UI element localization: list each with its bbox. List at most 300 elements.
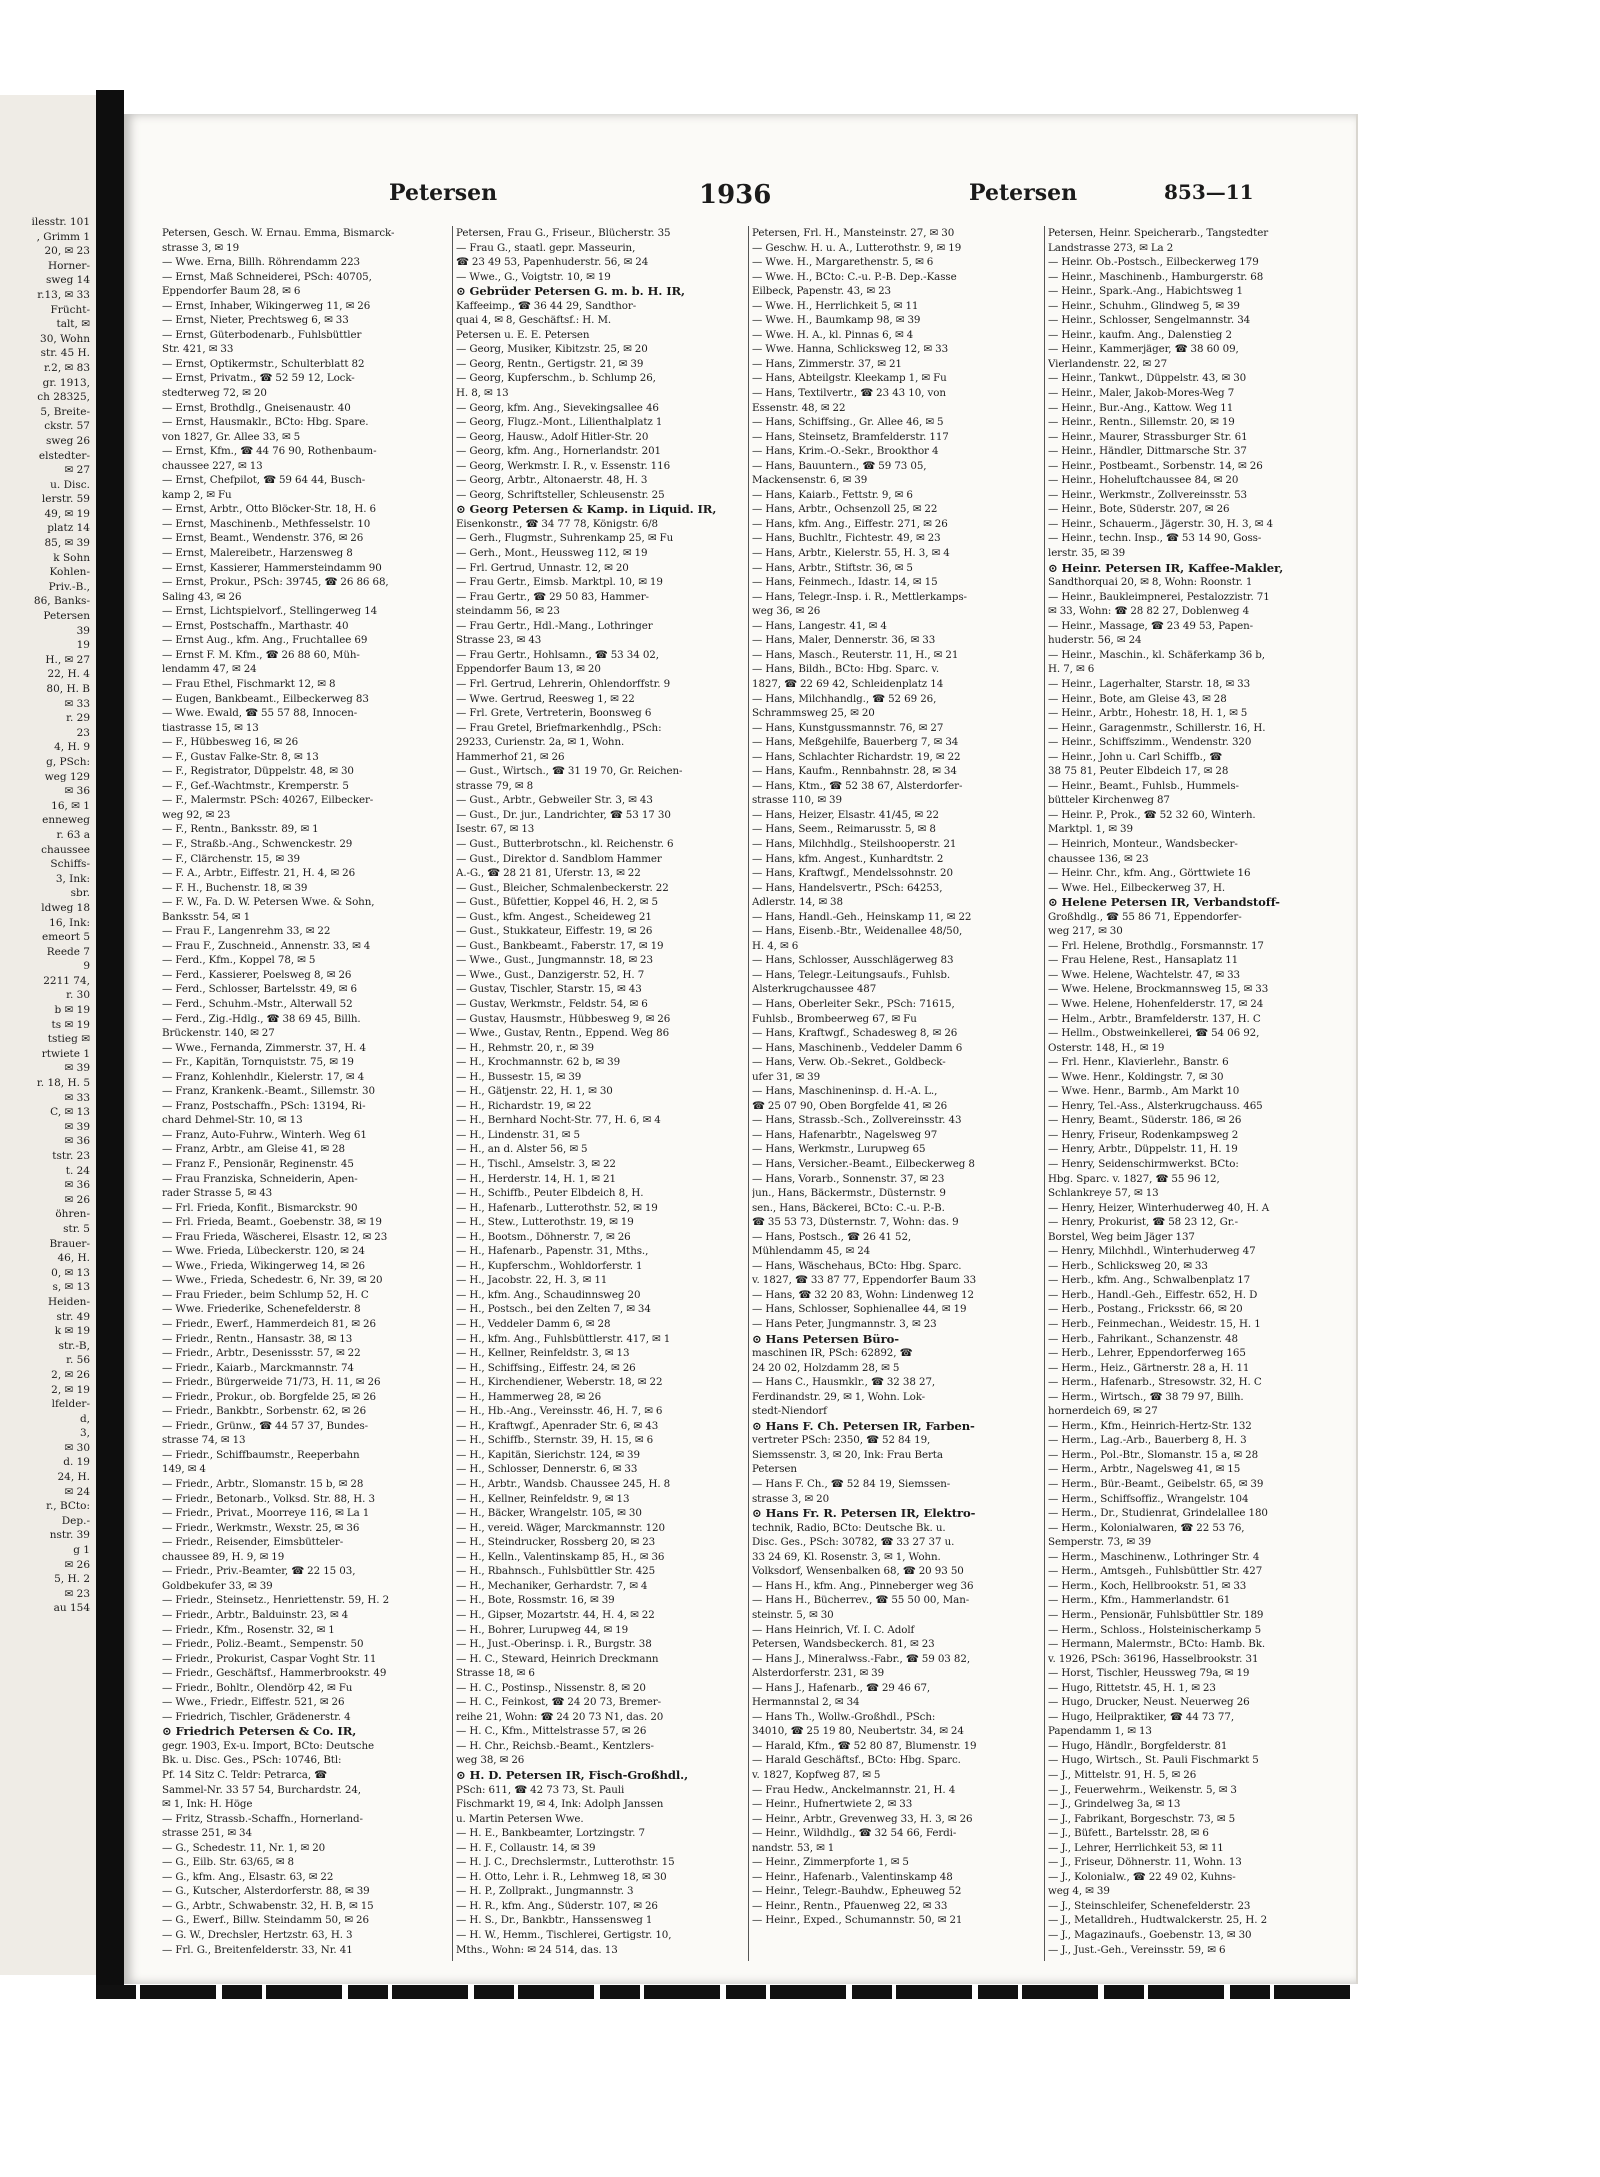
directory-entry: — Ernst, Kfm., ☎ 44 76 90, Rothenbaum- xyxy=(162,445,377,458)
directory-entry: — Wwe. Helene, Hohenfelderstr. 17, ✉ 24 xyxy=(1048,997,1264,1010)
directory-entry: Großhdlg., ☎ 55 86 71, Eppendorfer- xyxy=(1048,910,1242,923)
directory-entry: — Heinr., Bote, Süderstr. 207, ✉ 26 xyxy=(1048,503,1230,516)
directory-entry: — Herm., Arbtr., Nagelsweg 41, ✉ 15 xyxy=(1048,1463,1241,1476)
directory-entry: — Herm., Pol.-Btr., Slomanstr. 15 a, ✉ 28 xyxy=(1048,1448,1259,1461)
directory-entry: Goldbekufer 33, ✉ 39 xyxy=(162,1579,273,1592)
facing-page-line: ✉ 39 xyxy=(64,1120,90,1133)
directory-entry: — Ernst F. M. Kfm., ☎ 26 88 60, Müh- xyxy=(162,648,360,661)
directory-entry: — Gust., Bleicher, Schmalenbeckerstr. 22 xyxy=(456,881,669,894)
facing-page-line: tstr. 23 xyxy=(52,1150,90,1162)
directory-entry: — H., Kirchendiener, Weberstr. 18, ✉ 22 xyxy=(456,1376,663,1389)
directory-entry: — Hans, Feinmech., Idastr. 14, ✉ 15 xyxy=(752,576,938,589)
directory-entry: Schrammsweg 25, ✉ 20 xyxy=(752,707,875,720)
directory-entry: ⊙ Helene Petersen IR, Verbandstoff- xyxy=(1048,895,1280,910)
directory-entry: — H., Just.-Oberinsp. i. R., Burgstr. 38 xyxy=(456,1638,652,1651)
directory-entry: — Herb., Fahrikant., Schanzenstr. 48 xyxy=(1048,1332,1239,1345)
directory-entry: Strasse 23, ✉ 43 xyxy=(456,634,542,647)
directory-entry: — Friedr., Prokur., ob. Borgfelde 25, ✉ 26 xyxy=(162,1390,376,1403)
facing-page-line: lerstr. 59 xyxy=(41,493,90,506)
page-number: 853—11 xyxy=(1164,180,1254,204)
directory-entry: ✉ 33, Wohn: ☎ 28 82 27, Doblenweg 4 xyxy=(1048,605,1250,618)
directory-entry: — Heinr., Postbeamt., Sorbenstr. 14, ✉ 26 xyxy=(1048,459,1263,472)
directory-entry: — H., Arbtr., Wandsb. Chaussee 245, H. 8 xyxy=(456,1478,671,1491)
directory-entry: — H., Bote, Rossmstr. 16, ✉ 39 xyxy=(456,1594,615,1607)
directory-entry: — Heinr., Exped., Schumannstr. 50, ✉ 21 xyxy=(752,1914,963,1927)
directory-entry: — Hans, Handl.-Geh., Heinskamp 11, ✉ 22 xyxy=(752,910,972,923)
directory-entry: — Hans, Eisenb.-Btr., Weidenallee 48/50, xyxy=(752,925,963,938)
directory-entry: — Georg, Musiker, Kibitzstr. 25, ✉ 20 xyxy=(456,343,648,356)
directory-entry: — H., Hafenarb., Lutterothstr. 52, ✉ 19 xyxy=(456,1201,658,1214)
directory-entry: — Hans, Werkmstr., Lurupweg 65 xyxy=(752,1143,926,1156)
directory-entry: — Geschw. H. u. A., Lutterothstr. 9, ✉ 19 xyxy=(752,241,962,254)
directory-entry: Sammel-Nr. 33 57 54, Burchardstr. 24, xyxy=(162,1783,361,1796)
directory-entry: — Horst, Tischler, Heussweg 79a, ✉ 19 xyxy=(1048,1667,1250,1680)
directory-entry: — Wwe. Frieda, Lübeckerstr. 120, ✉ 24 xyxy=(162,1245,365,1258)
facing-page-line: au 154 xyxy=(53,1602,90,1615)
facing-page-line: r.2, ✉ 83 xyxy=(43,361,90,374)
directory-entry: — H., Kapitän, Sierichstr. 124, ✉ 39 xyxy=(456,1448,640,1461)
directory-entry: — Heinr., Arbtr., Hohestr. 18, H. 1, ✉ 5 xyxy=(1048,707,1248,720)
directory-entry: Osterstr. 148, H., ✉ 19 xyxy=(1048,1041,1165,1054)
facing-page-line: ✉ 24 xyxy=(64,1485,90,1498)
directory-entry: Papendamm 1, ✉ 13 xyxy=(1048,1725,1152,1738)
facing-page-line: platz 14 xyxy=(47,522,90,535)
directory-entry: — Gust., Butterbrotschn., kl. Reichenstr. 6 xyxy=(456,837,674,850)
directory-entry: — H., an d. Alster 56, ✉ 5 xyxy=(456,1143,588,1156)
column-2 xyxy=(456,226,742,1966)
directory-entry: — Heinr., Schiffszimm., Wendenstr. 320 xyxy=(1048,736,1252,749)
directory-entry: — Friedr., Bohltr., Olendörp 42, ✉ Fu xyxy=(162,1681,353,1694)
facing-page-line: weg 129 xyxy=(44,770,90,783)
directory-entry: — Gust., Stukkateur, Eiffestr. 19, ✉ 26 xyxy=(456,925,653,938)
directory-entry: — Friedr., Grünw., ☎ 44 57 37, Bundes- xyxy=(162,1419,369,1432)
directory-entry: — H. C., Kfm., Mittelstrasse 57, ✉ 26 xyxy=(456,1725,647,1738)
directory-entry: — Heinr., techn. Insp., ☎ 53 14 90, Goss- xyxy=(1048,532,1262,545)
directory-entry: Isestr. 67, ✉ 13 xyxy=(456,823,535,836)
facing-page-line: str.-B, xyxy=(58,1339,90,1352)
directory-entry: ☎ 23 49 53, Papenhuderstr. 56, ✉ 24 xyxy=(456,256,649,269)
directory-entry: 29233, Curienstr. 2a, ✉ 1, Wohn. xyxy=(456,736,625,749)
directory-entry: Fuhlsb., Brombeerweg 67, ✉ Fu xyxy=(752,1012,917,1025)
directory-entry: — J., Metalldreh., Hudtwalckerstr. 25, H. 2 xyxy=(1048,1914,1268,1927)
directory-entry: jun., Hans, Bäckermstr., Düsternstr. 9 xyxy=(752,1187,946,1200)
directory-entry: — H., Hafenarb., Papenstr. 31, Mths., xyxy=(456,1245,649,1258)
directory-entry: — Wwe., Gustav, Rentn., Eppend. Weg 86 xyxy=(456,1027,670,1040)
facing-page-line: k ✉ 19 xyxy=(54,1325,90,1338)
directory-entry: — Friedr., Bürgerweide 71/73, H. 11, ✉ 26 xyxy=(162,1376,381,1389)
facing-page-line: ✉ 23 xyxy=(64,1587,90,1600)
directory-entry: — Heinr., Maler, Jakob-Mores-Weg 7 xyxy=(1048,387,1235,400)
facing-page-line: ✉ 36 xyxy=(64,1135,90,1148)
facing-page-line: d. 19 xyxy=(63,1456,90,1469)
directory-entry: strasse 110, ✉ 39 xyxy=(752,794,842,807)
directory-entry: — Frl. Frieda, Beamt., Goebenstr. 38, ✉ 19 xyxy=(162,1216,382,1229)
directory-entry: — Heinr., John u. Carl Schiffb., ☎ xyxy=(1048,750,1222,763)
directory-entry: — Gust., Dr. jur., Landrichter, ☎ 53 17 30 xyxy=(456,808,671,821)
directory-entry: — Herm., Hafenarb., Stresowstr. 32, H. C xyxy=(1048,1376,1262,1389)
directory-entry: — Heinrich, Monteur., Wandsbecker- xyxy=(1048,837,1238,850)
directory-entry: Petersen xyxy=(752,1463,797,1476)
directory-entry: — Hans H., kfm. Ang., Pinneberger weg 36 xyxy=(752,1579,974,1592)
directory-entry: Sandthorquai 20, ✉ 8, Wohn: Roonstr. 1 xyxy=(1048,576,1253,589)
directory-entry: — Hans, Meßgehilfe, Bauerberg 7, ✉ 34 xyxy=(752,736,959,749)
directory-entry: — F., Straßb.-Ang., Schwenckestr. 29 xyxy=(162,837,353,850)
directory-entry: — Henry, Heizer, Winterhuderweg 40, H. A xyxy=(1048,1201,1270,1214)
directory-entry: chaussee 89, H. 9, ✉ 19 xyxy=(162,1550,285,1563)
book-spine xyxy=(96,90,124,1990)
facing-page-line: 86, Banks- xyxy=(33,595,90,608)
directory-entry: — H., Gipser, Mozartstr. 44, H. 4, ✉ 22 xyxy=(456,1608,655,1621)
directory-entry: — Friedr., Geschäftsf., Hammerbrookstr. 49 xyxy=(162,1667,387,1680)
directory-entry: ☎ 35 53 73, Düsternstr. 7, Wohn: das. 9 xyxy=(752,1216,959,1229)
facing-page-line: , Grimm 1 xyxy=(36,230,90,243)
directory-entry: — Heinr., Rentn., Pfauenweg 22, ✉ 33 xyxy=(752,1899,948,1912)
directory-entry: — Gust., Arbtr., Gebweiler Str. 3, ✉ 43 xyxy=(456,794,653,807)
directory-entry: — H. J. C., Drechslermstr., Lutterothstr. 15 xyxy=(456,1856,675,1869)
directory-entry: — Gust., Büfettier, Koppel 46, H. 2, ✉ 5 xyxy=(456,896,658,909)
directory-entry: — Herm., Kfm., Hammerlandstr. 61 xyxy=(1048,1594,1231,1607)
facing-page-line: Petersen xyxy=(43,610,90,623)
directory-entry: 149, ✉ 4 xyxy=(162,1463,206,1476)
directory-entry: Banksstr. 54, ✉ 1 xyxy=(162,910,251,923)
directory-entry: — Hans, Wäschehaus, BCto: Hbg. Sparc. xyxy=(752,1259,962,1272)
directory-entry: — Heinr. Ob.-Postsch., Eilbeckerweg 179 xyxy=(1048,256,1259,269)
facing-page-line: sweg 26 xyxy=(45,434,90,447)
directory-entry: — H. Chr., Reichsb.-Beamt., Kentzlers- xyxy=(456,1739,654,1752)
directory-entry: Marktpl. 1, ✉ 39 xyxy=(1048,823,1133,836)
directory-entry: — Georg, Flugz.-Mont., Lilienthalplatz 1 xyxy=(456,416,663,429)
directory-entry: Eppendorfer Baum 13, ✉ 20 xyxy=(456,663,601,676)
directory-entry: — Frl. Grete, Vertreterin, Boonsweg 6 xyxy=(456,707,652,720)
directory-entry: — Hugo, Heilpraktiker, ☎ 44 73 77, xyxy=(1048,1710,1234,1723)
facing-page-line: sbr. xyxy=(70,887,90,900)
directory-entry: — Heinr., Kammerjäger, ☎ 38 60 09, xyxy=(1048,343,1239,356)
directory-entry: — Herm., Maschinenw., Lothringer Str. 4 xyxy=(1048,1550,1260,1563)
facing-page-line: g 1 xyxy=(73,1544,90,1557)
directory-entry: — G., kfm. Ang., Elsastr. 63, ✉ 22 xyxy=(162,1870,334,1883)
directory-entry: — Henry, Seidenschirmwerkst. BCto: xyxy=(1048,1158,1239,1170)
directory-entry: — G., Ewerf., Billw. Steindamm 50, ✉ 26 xyxy=(162,1914,369,1927)
directory-entry: Petersen, Heinr. Speicherarb., Tangstedter xyxy=(1048,227,1269,239)
directory-entry: — F., Hübbesweg 16, ✉ 26 xyxy=(162,736,299,749)
directory-entry: — F., Gef.-Wachtmstr., Kremperstr. 5 xyxy=(162,779,349,792)
column-4 xyxy=(1048,226,1334,1966)
directory-entry: — Georg, Rentn., Gertigstr. 21, ✉ 39 xyxy=(456,357,644,370)
directory-entry: — F., Clärchenstr. 15, ✉ 39 xyxy=(162,852,300,865)
directory-entry: — Gustav, Hausmstr., Hübbesweg 9, ✉ 26 xyxy=(456,1012,671,1025)
directory-entry: — Ernst, Nieter, Prechtsweg 6, ✉ 33 xyxy=(162,314,349,327)
directory-entry: — Frau F., Zuschneid., Annenstr. 33, ✉ 4 xyxy=(162,939,371,952)
directory-entry: — F., Gustav Falke-Str. 8, ✉ 13 xyxy=(162,750,319,763)
directory-entry: kamp 2, ✉ Fu xyxy=(162,488,232,501)
directory-entry: Pf. 14 Sitz C. Teldr: Petrarca, ☎ xyxy=(162,1768,327,1781)
facing-page-line: ✉ 26 xyxy=(64,1558,90,1571)
directory-entry: weg 4, ✉ 39 xyxy=(1048,1885,1110,1898)
directory-entry: — Heinr., Beamt., Fuhlsb., Hummels- xyxy=(1048,779,1239,792)
directory-entry: — G., Schedestr. 11, Nr. 1, ✉ 20 xyxy=(162,1841,326,1854)
directory-entry: — Henry, Milchhdl., Winterhuderweg 47 xyxy=(1048,1245,1256,1258)
directory-entry: — Heinr., Schauerm., Jägerstr. 30, H. 3, ✉ 4 xyxy=(1048,517,1273,530)
directory-entry: lerstr. 35, ✉ 39 xyxy=(1048,547,1126,560)
facing-page-line: Brauer- xyxy=(49,1237,90,1250)
directory-entry: v. 1827, ☎ 33 87 77, Eppendorfer Baum 33 xyxy=(752,1274,977,1287)
facing-page-line: k Sohn xyxy=(53,551,90,564)
directory-entry: Ferdinandstr. 29, ✉ 1, Wohn. Lok- xyxy=(752,1390,926,1403)
directory-entry: — Hans, Telegr.-Insp. i. R., Mettlerkamps- xyxy=(752,590,967,603)
directory-entry: ✉ 1, Ink: H. Höge xyxy=(162,1798,253,1811)
directory-entry: — H., Schiffb., Sternstr. 39, H. 15, ✉ 6 xyxy=(456,1434,654,1447)
directory-entry: — Hans, Oberleiter Sekr., PSch: 71615, xyxy=(752,997,955,1010)
directory-entry: — H., Hammerweg 28, ✉ 26 xyxy=(456,1390,602,1403)
scan-margin-bottom xyxy=(96,1985,1356,1999)
directory-entry: — Gust., Bankbeamt., Faberstr. 17, ✉ 19 xyxy=(456,939,664,952)
directory-entry: — Ernst, Chefpilot, ☎ 59 64 44, Busch- xyxy=(162,474,366,487)
directory-entry: — Frau Gertr., Hdl.-Mang., Lothringer xyxy=(456,619,653,632)
directory-entry: — Heinr., Arbtr., Grevenweg 33, H. 3, ✉ 26 xyxy=(752,1812,973,1825)
directory-entry: — Wwe. H., Herrlichkeit 5, ✉ 11 xyxy=(752,299,919,312)
directory-entry: — F., Malermstr. PSch: 40267, Eilbecker- xyxy=(162,794,374,807)
facing-page-line: talt, ✉ xyxy=(56,318,90,331)
facing-page-line: enneweg xyxy=(42,814,90,827)
directory-entry: — Hans, Krim.-O.-Sekr., Brookthor 4 xyxy=(752,445,939,458)
directory-entry: ⊙ Hans Fr. R. Petersen IR, Elektro- xyxy=(752,1506,976,1521)
directory-entry: v. 1827, Kopfweg 87, ✉ 5 xyxy=(752,1768,881,1781)
directory-entry: — Hans, Postsch., ☎ 26 41 52, xyxy=(752,1230,912,1243)
facing-page-line: tstieg ✉ xyxy=(47,1033,90,1046)
directory-entry: — Frl. Gertrud, Unnastr. 12, ✉ 20 xyxy=(456,561,629,574)
facing-page-line: r. 18, H. 5 xyxy=(36,1077,90,1090)
facing-page-line: str. 45 H. xyxy=(40,347,90,360)
directory-entry: Alsterdorferstr. 231, ✉ 39 xyxy=(752,1667,885,1680)
directory-entry: — Wwe. Helene, Brockmannsweg 15, ✉ 33 xyxy=(1048,983,1269,996)
directory-entry: — Hans, Seem., Reimarusstr. 5, ✉ 8 xyxy=(752,823,936,836)
directory-entry: A.-G., ☎ 28 21 81, Uferstr. 13, ✉ 22 xyxy=(456,867,641,880)
directory-entry: — Ernst, Postschaffn., Marthastr. 40 xyxy=(162,619,349,632)
directory-entry: vertreter PSch: 2350, ☎ 52 84 19, xyxy=(752,1434,931,1447)
facing-page-line: 2211 74, xyxy=(43,974,90,987)
directory-entry: ufer 31, ✉ 39 xyxy=(752,1070,821,1083)
directory-entry: Adlerstr. 14, ✉ 38 xyxy=(752,896,843,909)
directory-entry: — Hans, Langestr. 41, ✉ 4 xyxy=(752,619,887,632)
directory-entry: — H., kfm. Ang., Fuhlsbüttlerstr. 417, ✉ 1 xyxy=(456,1332,671,1345)
directory-entry: — Fritz, Strassb.-Schaffn., Hornerland- xyxy=(162,1812,363,1825)
directory-entry: — H., Schiffb., Peuter Elbdeich 8, H. xyxy=(456,1187,644,1200)
directory-entry: — Henry, Friseur, Rodenkampsweg 2 xyxy=(1048,1128,1239,1141)
directory-entry: — Friedr., Prokurist, Caspar Voght Str. 11 xyxy=(162,1652,377,1665)
directory-entry: — Franz F., Pensionär, Reginenstr. 45 xyxy=(162,1158,354,1170)
directory-entry: — H., vereid. Wäger, Marckmannstr. 120 xyxy=(456,1521,665,1534)
directory-entry: — Wwe., Frieda, Schedestr. 6, Nr. 39, ✉ 20 xyxy=(162,1274,383,1287)
directory-entry: — Heinr., Wildhdlg., ☎ 32 54 66, Ferdi- xyxy=(752,1827,957,1840)
directory-entry: u. Martin Petersen Wwe. xyxy=(456,1812,584,1825)
directory-entry: rader Strasse 5, ✉ 43 xyxy=(162,1187,273,1200)
facing-page-line: ✉ 26 xyxy=(64,1193,90,1206)
directory-entry: — H., Bohrer, Lurupweg 44, ✉ 19 xyxy=(456,1623,629,1636)
directory-entry: — Herm., Amtsgeh., Fuhlsbüttler Str. 427 xyxy=(1048,1565,1263,1578)
directory-entry: Petersen, Frau G., Friseur., Blücherstr. 35 xyxy=(456,227,671,239)
facing-page-line: 80, H. B xyxy=(46,683,90,695)
directory-entry: — Hans Peter, Jungmannstr. 3, ✉ 23 xyxy=(752,1318,937,1331)
directory-entry: — Heinr., kaufm. Ang., Dalenstieg 2 xyxy=(1048,328,1232,341)
directory-entry: ⊙ Hans F. Ch. Petersen IR, Farben- xyxy=(752,1418,975,1433)
directory-entry: — Herb., kfm. Ang., Schwalbenplatz 17 xyxy=(1048,1274,1251,1287)
directory-entry: — J., Feuerwehrm., Weikenstr. 5, ✉ 3 xyxy=(1048,1783,1237,1796)
directory-entry: steindamm 56, ✉ 23 xyxy=(456,605,560,618)
facing-page-line: 49, ✉ 19 xyxy=(44,507,90,520)
directory-entry: — Hans, Masch., Reuterstr. 11, H., ✉ 21 xyxy=(752,648,959,661)
directory-entry: reihe 21, Wohn: ☎ 24 20 73 N1, das. 20 xyxy=(456,1710,664,1723)
directory-entry: Petersen u. E. E. Petersen xyxy=(456,328,590,341)
directory-entry: — Wwe. H. A., kl. Pinnas 6, ✉ 4 xyxy=(752,328,914,341)
directory-entry: — H., Schiffsing., Eiffestr. 24, ✉ 26 xyxy=(456,1361,636,1374)
directory-entry: — Heinr., Maschinenb., Hamburgerstr. 68 xyxy=(1048,270,1264,283)
directory-entry: — Heinr., Bur.-Ang., Kattow. Weg 11 xyxy=(1048,401,1234,414)
directory-entry: — Franz, Kohlenhdlr., Kielerstr. 17, ✉ 4 xyxy=(162,1070,365,1083)
directory-entry: — Harald Geschäftsf., BCto: Hbg. Sparc. xyxy=(752,1754,961,1767)
directory-entry: — Herm., Schiffsoffiz., Wrangelstr. 104 xyxy=(1048,1492,1249,1505)
directory-entry: — Harald, Kfm., ☎ 52 80 87, Blumenstr. 19 xyxy=(752,1739,977,1752)
directory-entry: H. 4, ✉ 6 xyxy=(752,939,799,952)
facing-page-line: 46, H. xyxy=(57,1252,90,1265)
directory-entry: — Wwe. H., Margarethenstr. 5, ✉ 6 xyxy=(752,256,934,269)
facing-page-line: ilesstr. 101 xyxy=(31,216,90,228)
directory-entry: maschinen IR, PSch: 62892, ☎ xyxy=(752,1347,913,1360)
directory-entry: — J., Fabrikant, Borgeschstr. 73, ✉ 5 xyxy=(1048,1812,1236,1825)
directory-entry: — Hans, Arbtr., Ochsenzoll 25, ✉ 22 xyxy=(752,503,938,516)
directory-entry: — Heinr., Rentn., Sillemstr. 20, ✉ 19 xyxy=(1048,416,1235,429)
facing-page-line: rtwiete 1 xyxy=(41,1047,90,1060)
directory-entry: — Gust., kfm. Angest., Scheideweg 21 xyxy=(456,910,652,923)
facing-page-line: 16, Ink: xyxy=(49,916,90,929)
directory-entry: — Hans, Maschineninsp. d. H.-A. L., xyxy=(752,1085,938,1098)
facing-page-line: nstr. 39 xyxy=(49,1529,90,1542)
directory-entry: — Georg, Schriftsteller, Schleusenstr. 25 xyxy=(456,488,665,501)
directory-entry: — J., Magazinaufs., Goebenstr. 13, ✉ 30 xyxy=(1048,1928,1252,1941)
directory-entry: — Henry, Prokurist, ☎ 58 23 12, Gr.- xyxy=(1048,1216,1238,1229)
facing-page-line: 16, ✉ 1 xyxy=(51,799,90,812)
directory-entry: — Hans, Versicher.-Beamt., Eilbeckerweg 8 xyxy=(752,1158,975,1170)
directory-entry: — Franz, Arbtr., am Gleise 41, ✉ 28 xyxy=(162,1143,345,1156)
running-head-right: Petersen xyxy=(969,180,1078,206)
directory-entry: — Ernst, Maschinenb., Methfesselstr. 10 xyxy=(162,517,371,530)
directory-entry: Hammerhof 21, ✉ 26 xyxy=(456,750,565,763)
directory-entry: — Herb., Handl.-Geh., Eiffestr. 652, H. D xyxy=(1048,1288,1258,1301)
directory-entry: — Hans, Milchhandlg., ☎ 52 69 26, xyxy=(752,692,937,705)
directory-entry: Hbg. Sparc. v. 1827, ☎ 55 96 12, xyxy=(1048,1172,1220,1185)
directory-entry: — Georg, kfm. Ang., Sievekingsallee 46 xyxy=(456,401,659,414)
directory-entry: — Wwe., G., Voigtstr. 10, ✉ 19 xyxy=(456,270,611,283)
year-heading: 1936 xyxy=(699,180,772,210)
directory-entry: — H., kfm. Ang., Schaudinnsweg 20 xyxy=(456,1288,641,1301)
facing-page-text xyxy=(31,215,90,1616)
directory-entry: v. 1926, PSch: 36196, Hasselbrookstr. 31 xyxy=(1048,1652,1259,1665)
directory-entry: Brückenstr. 140, ✉ 27 xyxy=(162,1027,275,1040)
directory-entry: — Wwe. Helene, Wachtelstr. 47, ✉ 33 xyxy=(1048,968,1240,981)
directory-entry: — Wwe. Erna, Billh. Röhrendamm 223 xyxy=(162,256,361,269)
directory-entry: — H., Richardstr. 19, ✉ 22 xyxy=(456,1099,592,1112)
directory-entry: — Herm., Bür.-Beamt., Geibelstr. 65, ✉ 39 xyxy=(1048,1478,1264,1491)
directory-entry: — Heinr., Baukleimpnerei, Pestalozzistr. 71 xyxy=(1048,590,1270,603)
directory-entry: ⊙ Gebrüder Petersen G. m. b. H. IR, xyxy=(456,284,685,299)
directory-entry: — Herb., Lehrer, Eppendorferweg 165 xyxy=(1048,1347,1246,1360)
facing-page-line: Heiden- xyxy=(48,1295,90,1308)
directory-entry: — Heinr., Hufnertwiete 2, ✉ 33 xyxy=(752,1798,913,1811)
directory-entry: nandstr. 53, ✉ 1 xyxy=(752,1841,835,1854)
directory-entry: — Ernst, Optikermstr., Schulterblatt 82 xyxy=(162,357,365,370)
directory-entry: — Frau F., Langenrehm 33, ✉ 22 xyxy=(162,925,331,938)
directory-entry: — Frl. Frieda, Konfit., Bismarckstr. 90 xyxy=(162,1201,358,1214)
directory-entry: — Hans Heinrich, Vf. I. C. Adolf xyxy=(752,1623,915,1636)
directory-entry: — H., Rbahnsch., Fuhlsbüttler Str. 425 xyxy=(456,1565,656,1578)
facing-page-fragment xyxy=(0,95,96,1975)
directory-entry: — Friedr., Steinsetz., Henriettenstr. 59, H. 2 xyxy=(162,1594,390,1607)
directory-entry: — H., Steindrucker, Rossberg 20, ✉ 23 xyxy=(456,1536,656,1549)
directory-entry: — Georg, kfm. Ang., Hornerlandstr. 201 xyxy=(456,445,662,458)
directory-entry: — Hans, Milchhdlg., Steilshooperstr. 21 xyxy=(752,837,957,850)
facing-page-line: ✉ 33 xyxy=(64,1091,90,1104)
directory-entry: Petersen, Gesch. W. Ernau. Emma, Bismarck- xyxy=(162,227,395,239)
directory-entry: — Heinr., Telegr.-Bauhdw., Epheuweg 52 xyxy=(752,1885,962,1898)
directory-entry: — Ferd., Kfm., Koppel 78, ✉ 5 xyxy=(162,954,316,967)
directory-entry: — Frau Helene, Rest., Hansaplatz 11 xyxy=(1048,954,1239,967)
directory-entry: — Wwe. H., BCto: C.-u. P.-B. Dep.-Kasse xyxy=(752,270,957,283)
directory-entry: technik, Radio, BCto: Deutsche Bk. u. xyxy=(752,1521,946,1534)
directory-entry: chard Dehmel-Str. 10, ✉ 13 xyxy=(162,1114,303,1127)
directory-page xyxy=(124,114,1358,1984)
directory-entry: — Herb., Postang., Fricksstr. 66, ✉ 20 xyxy=(1048,1303,1243,1316)
directory-entry: — Hans, Handelsvertr., PSch: 64253, xyxy=(752,881,943,894)
facing-page-line: ch 28325, xyxy=(37,391,90,404)
facing-page-line: 24, H. xyxy=(57,1471,90,1484)
directory-entry: — Friedrich, Tischler, Grädenerstr. 4 xyxy=(162,1710,351,1723)
directory-entry: — Ernst, Privatm., ☎ 52 59 12, Lock- xyxy=(162,372,355,385)
directory-entry: — Wwe. Hanna, Schlicksweg 12, ✉ 33 xyxy=(752,343,949,356)
directory-entry: stedterweg 72, ✉ 20 xyxy=(162,387,267,400)
directory-entry: — Ferd., Schlosser, Bartelsstr. 49, ✉ 6 xyxy=(162,983,357,996)
directory-entry: — Herm., Kfm., Heinrich-Hertz-Str. 132 xyxy=(1048,1419,1252,1432)
directory-entry: Fischmarkt 19, ✉ 4, Ink: Adolph Janssen xyxy=(456,1798,664,1811)
directory-entry: — Friedr., Poliz.-Beamt., Sempenstr. 50 xyxy=(162,1638,364,1651)
directory-entry: — Helm., Arbtr., Bramfelderstr. 137, H. C xyxy=(1048,1012,1261,1025)
directory-entry: ☎ 25 07 90, Oben Borgfelde 41, ✉ 26 xyxy=(752,1099,948,1112)
directory-entry: — Wwe. Friederike, Schenefelderstr. 8 xyxy=(162,1303,361,1316)
facing-page-line: 2, ✉ 19 xyxy=(51,1383,90,1396)
directory-entry: — Wwe., Friedr., Eiffestr. 521, ✉ 26 xyxy=(162,1696,345,1709)
directory-entry: — Ernst Aug., kfm. Ang., Fruchtallee 69 xyxy=(162,634,368,647)
facing-page-line: ckstr. 57 xyxy=(44,420,90,433)
directory-entry: — G., Eilb. Str. 63/65, ✉ 8 xyxy=(162,1856,294,1869)
facing-page-line: H., ✉ 27 xyxy=(45,653,90,666)
directory-entry: — Hans, ☎ 32 20 83, Wohn: Lindenweg 12 xyxy=(752,1288,974,1301)
facing-page-line: 39 xyxy=(76,624,90,637)
directory-entry: — Friedr., Ewerf., Hammerdeich 81, ✉ 26 xyxy=(162,1318,376,1331)
directory-entry: 34010, ☎ 25 19 80, Neubertstr. 34, ✉ 24 xyxy=(752,1725,964,1738)
directory-entry: sen., Hans, Bäckerei, BCto: C.-u. P.-B. xyxy=(752,1201,945,1214)
directory-entry: — Herm., Lag.-Arb., Bauerberg 8, H. 3 xyxy=(1048,1434,1247,1447)
directory-entry: 38 75 81, Peuter Elbdeich 17, ✉ 28 xyxy=(1048,765,1229,778)
directory-entry: — Eugen, Bankbeamt., Eilbeckerweg 83 xyxy=(162,692,369,705)
directory-entry: — Wwe., Fernanda, Zimmerstr. 37, H. 4 xyxy=(162,1041,366,1054)
directory-entry: PSch: 611, ☎ 42 73 73, St. Pauli xyxy=(456,1783,625,1796)
directory-entry: — Heinr., Tankwt., Düppelstr. 43, ✉ 30 xyxy=(1048,372,1247,385)
directory-entry: — H. C., Postinsp., Nissenstr. 8, ✉ 20 xyxy=(456,1681,646,1694)
directory-entry: — Hans, Schlosser, Ausschlägerweg 83 xyxy=(752,954,954,967)
directory-entry: — Friedr., Kfm., Rosenstr. 32, ✉ 1 xyxy=(162,1623,335,1636)
directory-entry: — H., Veddeler Damm 6, ✉ 28 xyxy=(456,1318,611,1331)
facing-page-line: ✉ 36 xyxy=(64,1179,90,1192)
directory-entry: — H., Bussestr. 15, ✉ 39 xyxy=(456,1070,582,1083)
column-1 xyxy=(162,226,448,1966)
